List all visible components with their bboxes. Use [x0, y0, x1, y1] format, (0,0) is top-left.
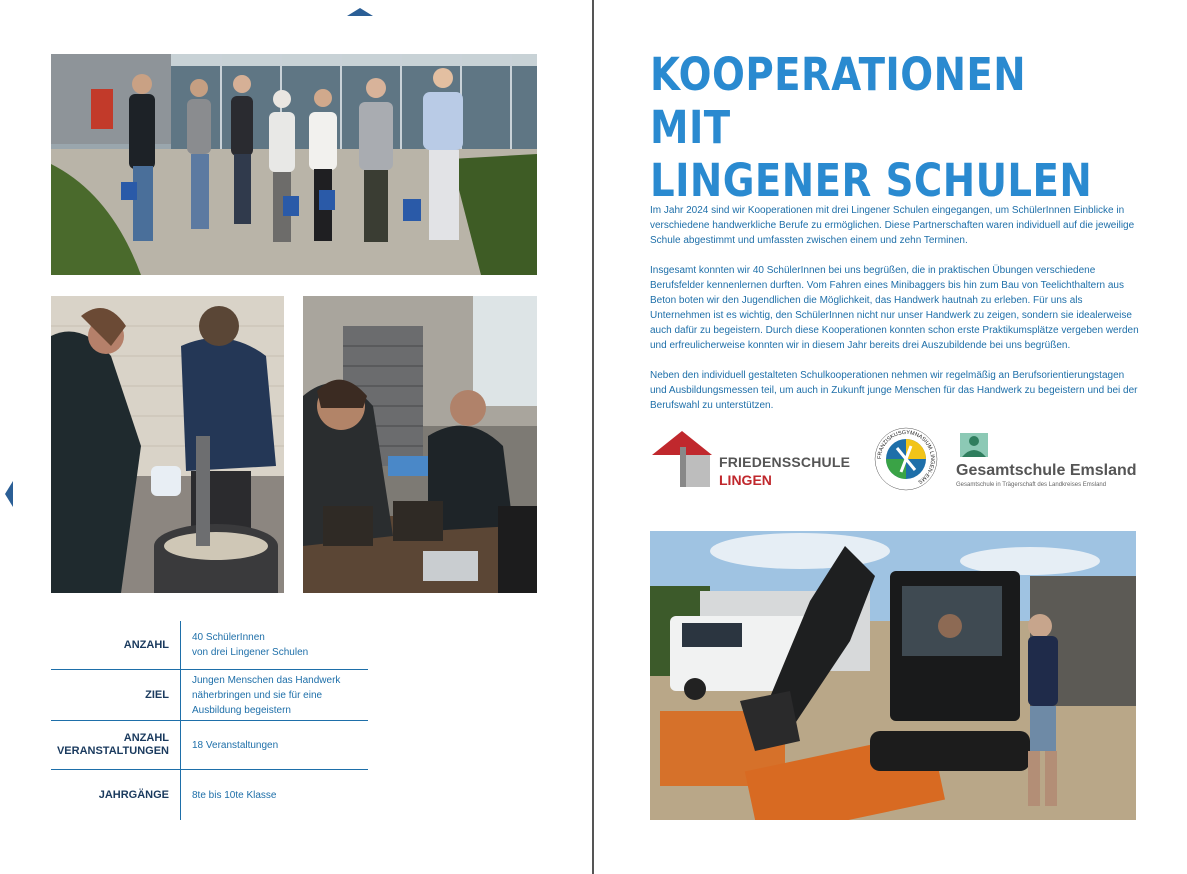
- friedensschule-city: LINGEN: [719, 472, 772, 488]
- fact-label: ANZAHL VERANSTALTUNGEN: [56, 732, 169, 757]
- gesamtschule-emblem-icon: [958, 431, 990, 459]
- fact-value-line: Ausbildung begeistern: [192, 704, 291, 716]
- franziskusgymnasium-emblem-icon: [873, 426, 939, 492]
- title-line: LINGENER SCHULEN: [650, 154, 1093, 207]
- workshop-photo: [303, 296, 537, 593]
- body-text: [650, 203, 1140, 428]
- fact-value-line: von drei Lingener Schulen: [192, 647, 309, 658]
- fact-row-ziel: [51, 670, 368, 721]
- fact-value: [180, 770, 368, 820]
- franziskusgymnasium-logo: [873, 426, 939, 492]
- page-up-arrow-icon[interactable]: [347, 8, 373, 16]
- page-back-arrow-icon[interactable]: [5, 481, 13, 507]
- fact-value-line: 18 Veranstaltungen: [192, 739, 279, 751]
- body-paragraph: Im Jahr 2024 sind wir Kooperationen mit drei Lingener Schulen eingegangen, um SchülerInnen Einblicke in verschiedene handwerkliche Berufe zu ermöglichen. Diese Partnerschaften waren individuell auf die jeweilige Schule abgestimmt und umfassten zwischen einem und zehn Terminen.: [650, 205, 1135, 246]
- friedensschule-name: FRIEDENSSCHULE: [719, 454, 851, 470]
- gesamtschule-subtitle: Gesamtschule in Trägerschaft des Landkreises Emsland: [956, 482, 1107, 488]
- fact-value: [180, 621, 368, 669]
- body-paragraph: Insgesamt konnten wir 40 SchülerInnen bei uns begrüßen, die in praktischen Übungen verschiedene Berufsfelder kennenlernen durften. Vom Fahren eines Minibaggers bis hin zum Bau von Teelichthaltern aus Beton boten wir den Jugendlichen die Möglichkeit, das Handwerk hautnah zu erleben. Für uns als Unternehmen ist es wichtig, den SchülerInnen nicht nur unser Handwerk zu zeigen, sondern sie idealerweise auch dafür zu begeistern. Durch diese Kooperationen konnten schon erste Praktikumsplätze vergeben werden und erfreulicherweise konnten wir in diesem Jahr bereits drei Auszubildende bei uns begrüßen.: [650, 265, 1139, 351]
- fact-label: ZIEL: [145, 688, 169, 701]
- gymnasium-ring-text: FRANZISKUSGYMNASIUM LINGEN-EMS: [876, 429, 936, 485]
- fact-value: [180, 670, 368, 720]
- facts-table: [51, 621, 368, 820]
- body-paragraph: Neben den individuell gestalteten Schulkooperationen nehmen wir regelmäßig an Berufsorientierungstagen und Ausbildungsmessen teil, um auch in Zukunft junge Menschen für das Handwerk zu begeistern und bei der Berufswahl zu unterstützen.: [650, 370, 1138, 411]
- fact-row-veranstaltungen: [51, 721, 368, 770]
- page-title: [650, 48, 1097, 207]
- mixing-photo: [51, 296, 284, 593]
- excavator-photo: [650, 531, 1136, 820]
- title-line: KOOPERATIONEN MIT: [650, 48, 1027, 154]
- fact-value: [180, 721, 368, 769]
- fact-value-line: Jungen Menschen das Handwerk: [192, 674, 341, 686]
- fact-value-line: 8te bis 10te Klasse: [192, 789, 277, 801]
- friedensschule-logo: [650, 429, 855, 489]
- fact-label: ANZAHL: [123, 638, 169, 651]
- fact-value-line: 40 SchülerInnen: [192, 632, 265, 643]
- fact-row-anzahl: [51, 621, 368, 670]
- gesamtschule-name: Gesamtschule Emsland: [956, 462, 1137, 479]
- gesamtschule-logo: [956, 431, 1146, 491]
- friedensschule-emblem-icon: [650, 429, 714, 489]
- fact-label: JAHRGÄNGE: [98, 788, 169, 801]
- page-spine-divider: [592, 0, 594, 874]
- group-photo: [51, 54, 537, 275]
- fact-value-line: näherbringen und sie für eine: [192, 689, 323, 701]
- fact-row-jahrgaenge: [51, 770, 368, 820]
